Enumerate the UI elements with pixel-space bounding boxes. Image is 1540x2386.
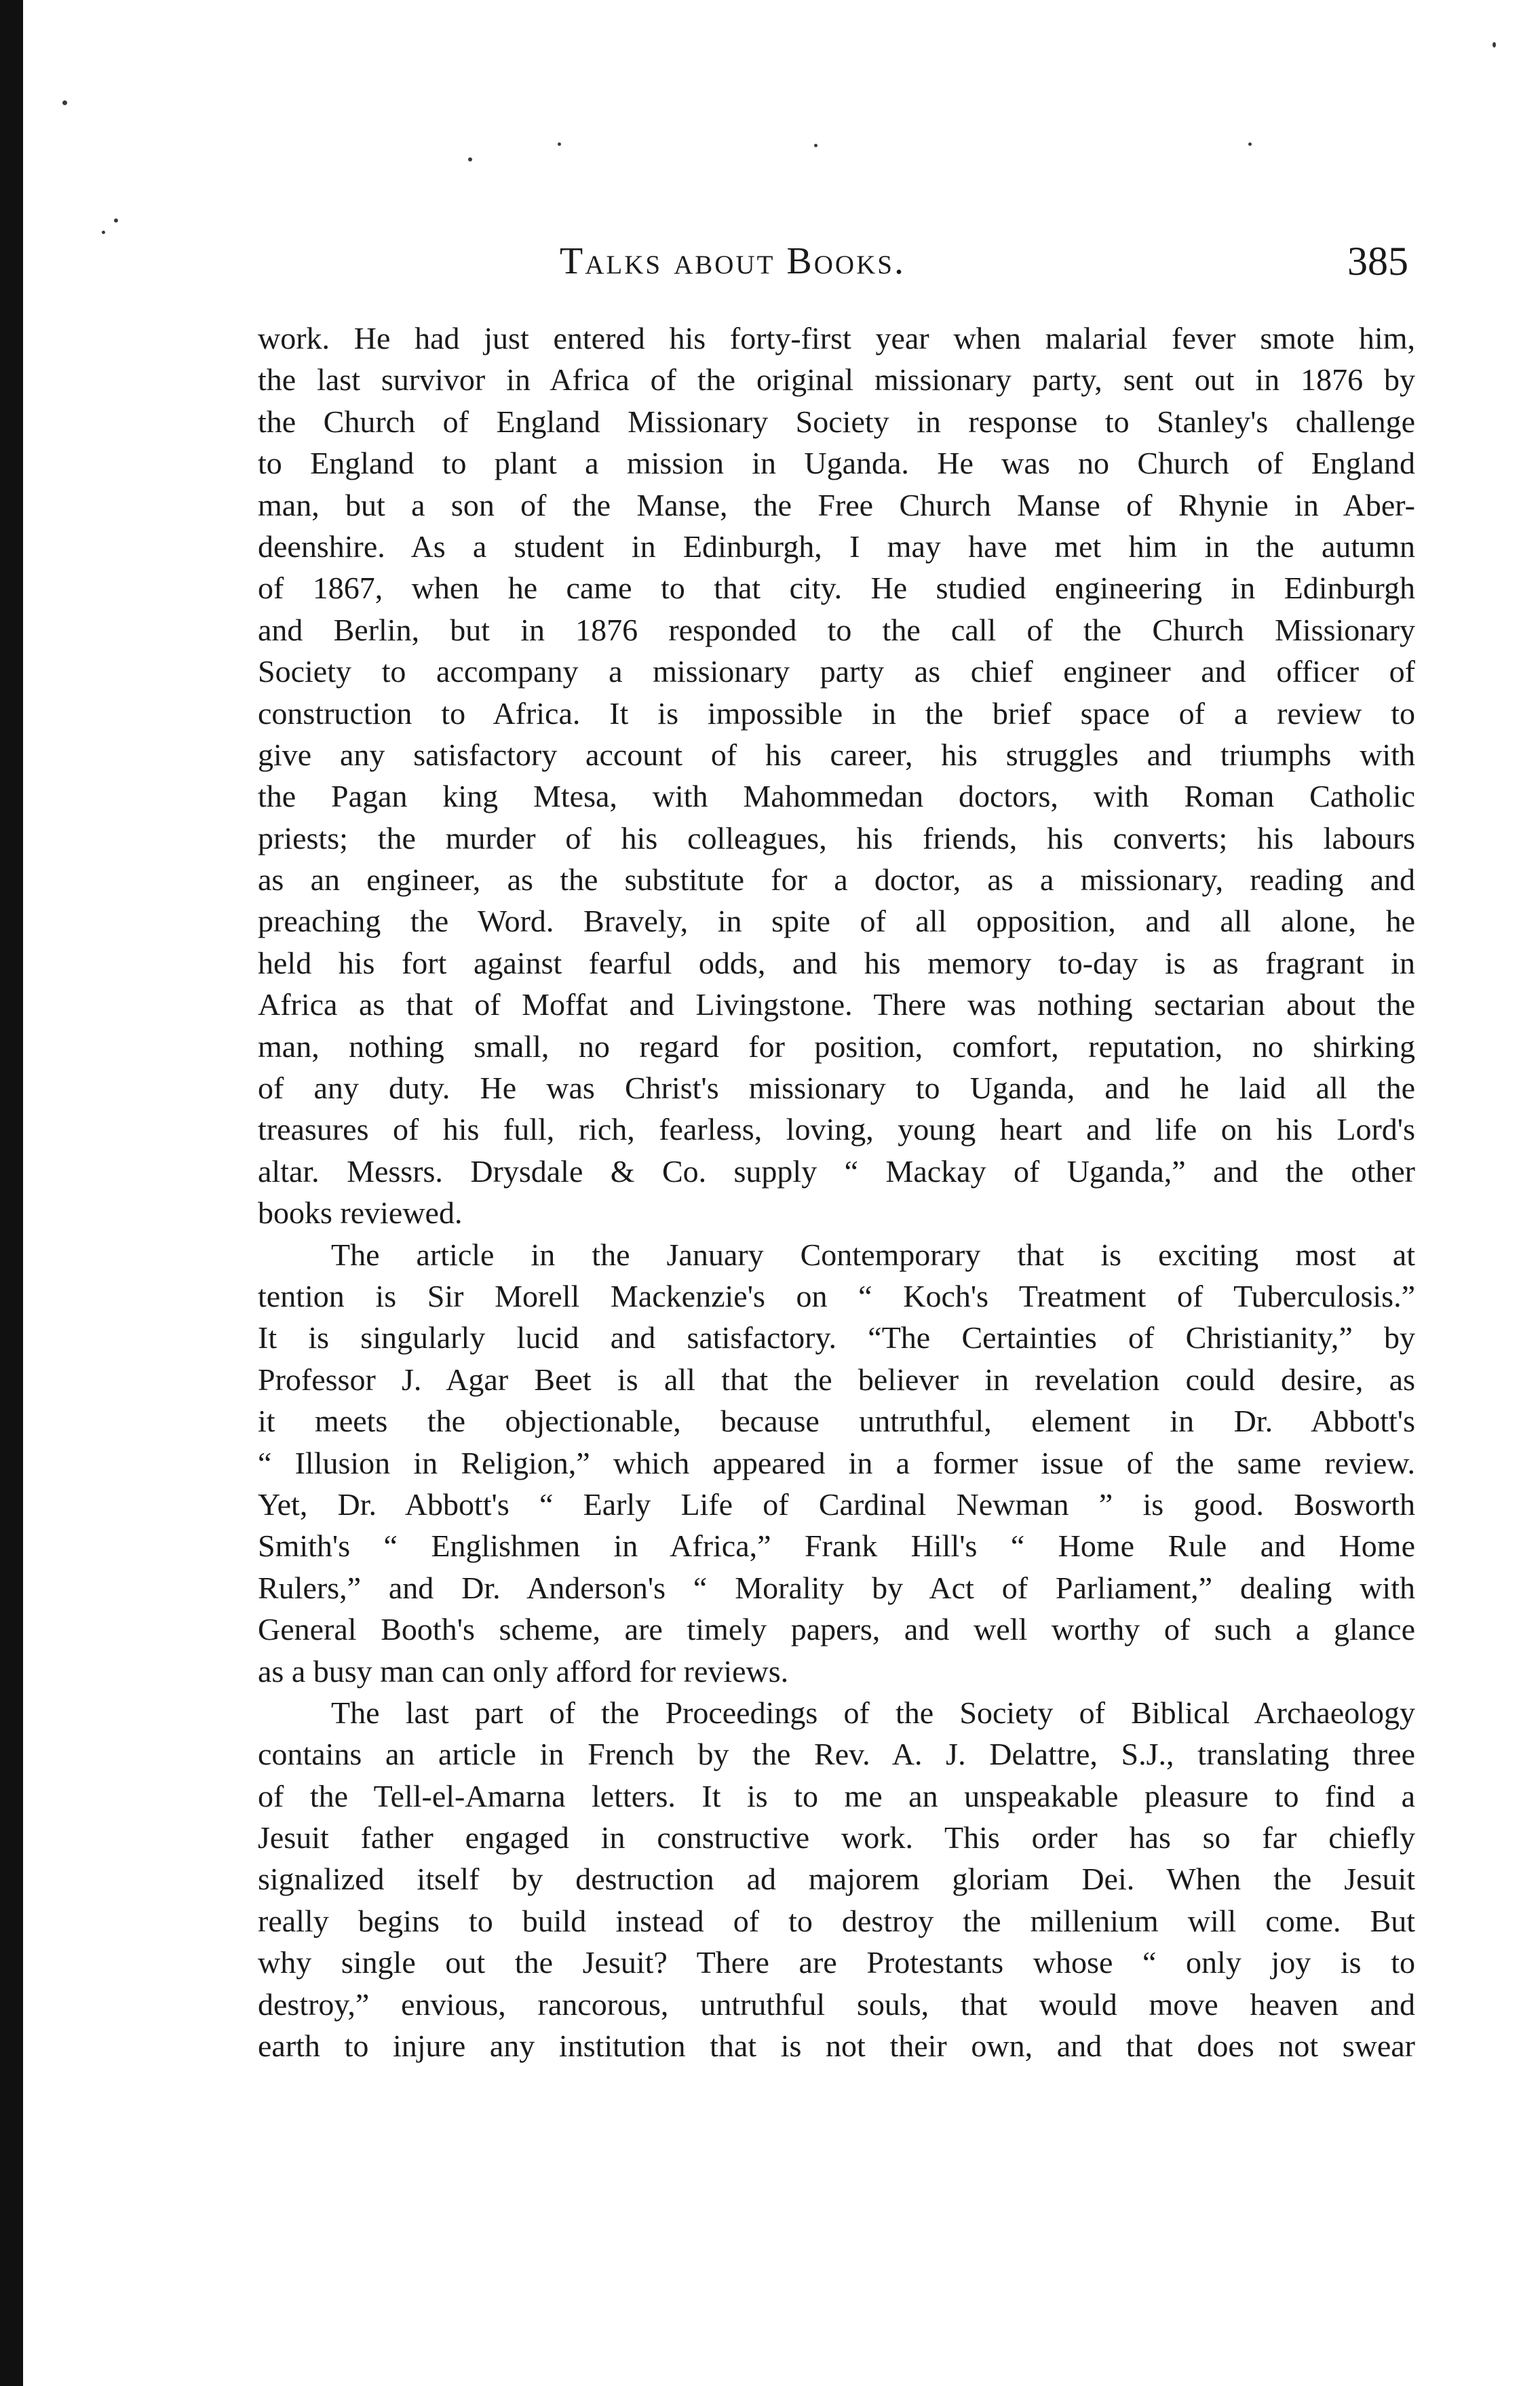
scan-border [0,0,23,2386]
text-line: the Church of England Missionary Society in response to Stanley's challenge [258,404,1415,439]
text-line: and Berlin, but in 1876 responded to the call of the Church Missionary [258,612,1415,647]
text-line: earth to injure any institution that is not their own, and that does not swear [258,2028,1415,2064]
text-line: Rulers,” and Dr. Anderson's “ Morality by Act of Parliament,” dealing with [258,1570,1415,1605]
text-line: Jesuit father engaged in constructive work. This order has so far chiefly [258,1820,1415,1855]
text-line: The article in the January Contemporary that is exciting most at [331,1237,1415,1272]
scan-speck [1493,42,1496,47]
running-title: Talks about Books. [560,240,906,282]
text-line: contains an article in French by the Rev. A. J. Delattre, S.J., translating three [258,1737,1415,1772]
text-line: man, nothing small, no regard for position, comfort, reputation, no shirking [258,1028,1415,1064]
running-header [258,231,1425,292]
scan-speck [814,144,817,147]
text-line: preaching the Word. Bravely, in spite of all opposition, and all alone, he [258,904,1415,939]
text-line: to England to plant a mission in Uganda. He was no Church of England [258,446,1415,481]
text-line: Professor J. Agar Beet is all that the believer in revelation could desire, as [258,1362,1415,1397]
text-line: it meets the objectionable, because untruthful, element in Dr. Abbott's [258,1404,1415,1439]
text-line: as a busy man can only afford for reviews. [258,1653,789,1689]
text-line: of 1867, when he came to that city. He studied engineering in Edinburgh [258,571,1415,606]
text-line: Yet, Dr. Abbott's “ Early Life of Cardinal Newman ” is good. Bosworth [258,1486,1415,1522]
page-number: 385 [1347,239,1408,284]
text-line: give any satisfactory account of his career, his struggles and triumphs with [258,737,1415,772]
text-line: treasures of his full, rich, fearless, loving, young heart and life on his Lord's [258,1112,1415,1147]
paragraph [258,1692,1415,2067]
text-line: construction to Africa. It is impossible in the brief space of a review to [258,695,1415,731]
scan-speck [62,100,67,105]
text-line: “ Illusion in Religion,” which appeared in a former issue of the same review. [258,1445,1415,1480]
text-line: books reviewed. [258,1195,463,1231]
text-line: why single out the Jesuit? There are Protestants whose “ only joy is to [258,1945,1415,1980]
scan-speck [468,157,472,161]
text-line: General Booth's scheme, are timely papers, and well worthy of such a glance [258,1612,1415,1647]
text-line: of the Tell-el-Amarna letters. It is to me an unspeakable pleasure to find a [258,1778,1415,1813]
text-line: destroy,” envious, rancorous, untruthful souls, that would move heaven and [258,1986,1415,2022]
scan-speck [102,231,105,234]
text-line: tention is Sir Morell Mackenzie's on “ Koch's Treatment of Tuberculosis.” [258,1278,1415,1313]
paragraph [258,1234,1415,1692]
scan-speck [1248,142,1252,146]
text-line: man, but a son of the Manse, the Free Church Manse of Rhynie in Aber- [258,487,1415,522]
text-line: the Pagan king Mtesa, with Mahommedan doctors, with Roman Catholic [258,779,1415,814]
text-line: really begins to build instead of to destroy the millenium will come. But [258,1903,1415,1938]
text-line: It is singularly lucid and satisfactory. “The Certainties of Christianity,” by [258,1320,1415,1355]
scan-speck [114,218,118,223]
text-line: of any duty. He was Christ's missionary to Uganda, and he laid all the [258,1071,1415,1106]
text-line: Smith's “ Englishmen in Africa,” Frank Hill's “ Home Rule and Home [258,1528,1415,1564]
text-line: as an engineer, as the substitute for a doctor, as a missionary, reading and [258,862,1415,898]
text-line: signalized itself by destruction ad majorem gloriam Dei. When the Jesuit [258,1862,1415,1897]
text-line: Africa as that of Moffat and Livingstone. There was nothing sectarian about the [258,987,1415,1022]
scan-speck [558,142,561,146]
text-line: altar. Messrs. Drysdale & Co. supply “ Mackay of Uganda,” and the other [258,1153,1415,1189]
text-line: Society to accompany a missionary party as chief engineer and officer of [258,654,1415,689]
text-line: deenshire. As a student in Edinburgh, I may have met him in the autumn [258,528,1415,564]
paragraph [258,318,1415,1234]
text-line: work. He had just entered his forty-first year when malarial fever smote him, [258,321,1415,355]
text-line: The last part of the Proceedings of the Society of Biblical Archaeology [331,1695,1415,1730]
text-line: the last survivor in Africa of the original missionary party, sent out in 1876 by [258,362,1415,398]
text-line: held his fort against fearful odds, and his memory to-day is as fragrant in [258,945,1415,980]
body-text [258,318,1415,2066]
text-line: priests; the murder of his colleagues, his friends, his converts; his labours [258,820,1415,855]
